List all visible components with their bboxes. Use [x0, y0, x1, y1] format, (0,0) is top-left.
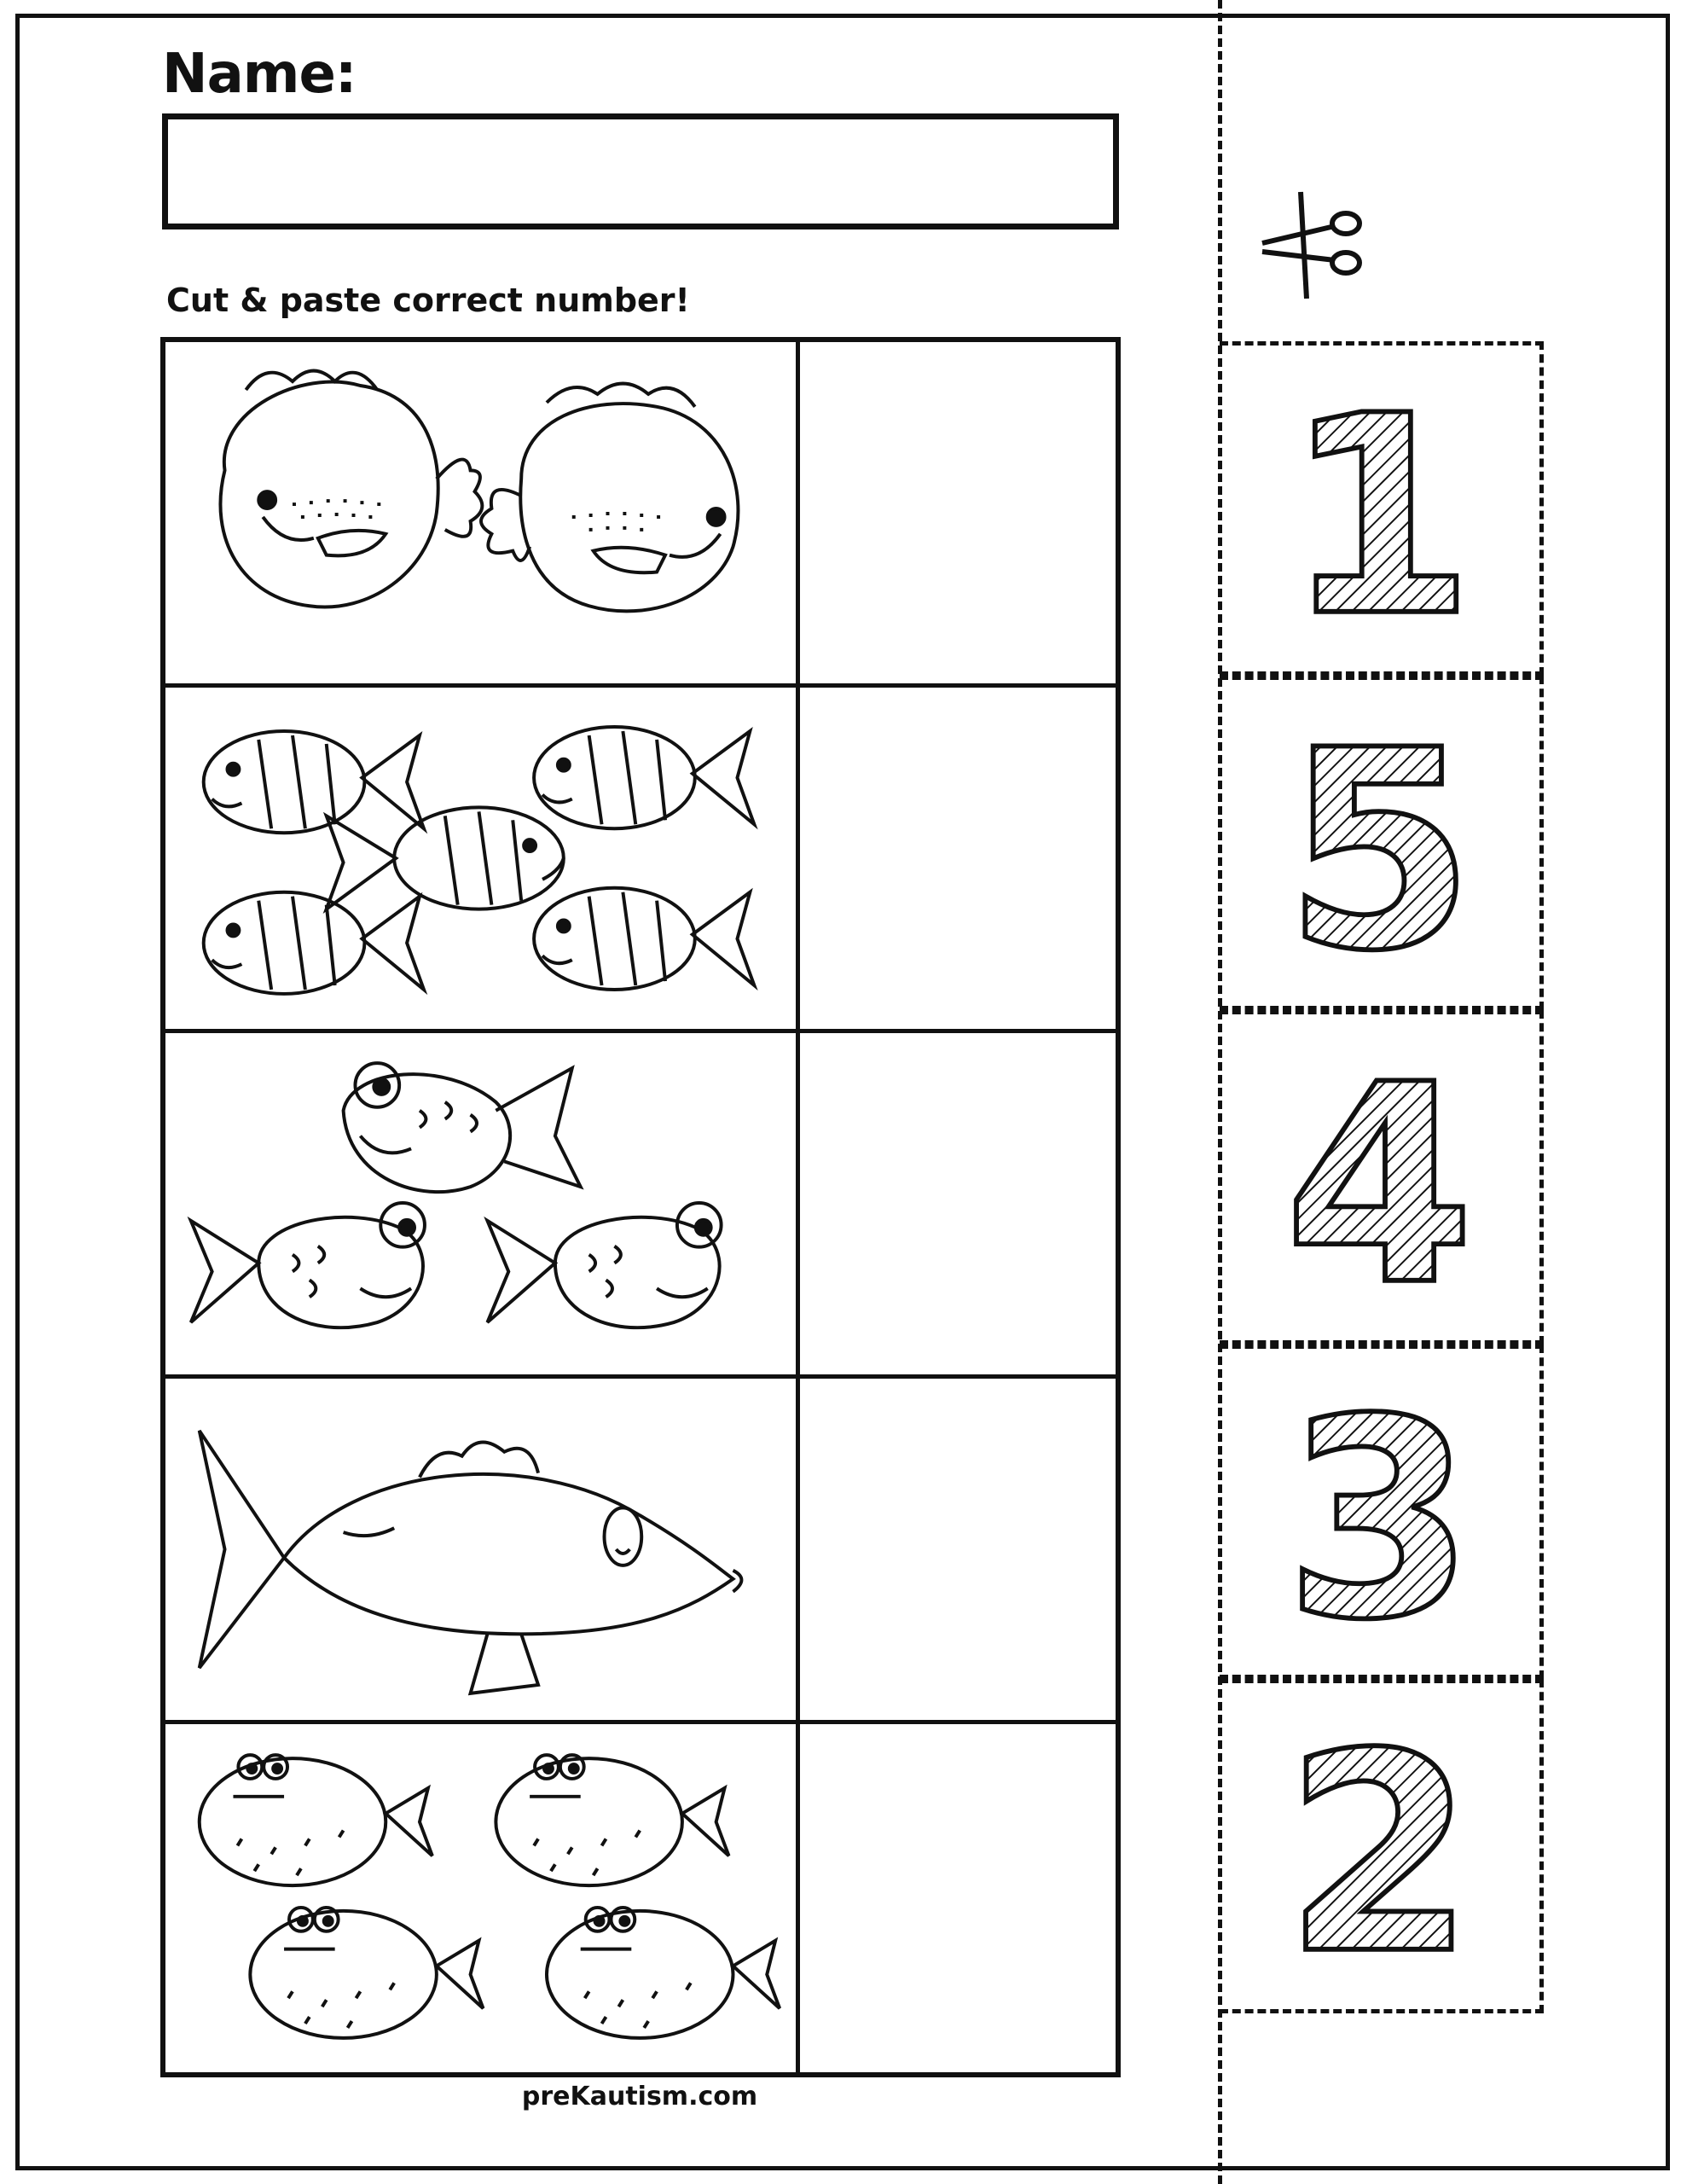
striped-fish-illustration [327, 807, 564, 909]
big-fish-illustration [200, 1431, 742, 1693]
round-fish-picture [165, 342, 796, 683]
number-cutout[interactable] [1220, 1679, 1544, 2013]
hatched-digit [1220, 346, 1539, 671]
digit-text: 3 [1284, 1360, 1475, 1675]
round-fish-illustration [220, 371, 482, 607]
answer-drop-zone[interactable] [800, 688, 1116, 1029]
picture-cell [165, 1033, 800, 1374]
number-cutout[interactable] [1220, 1010, 1544, 1345]
goldfish-picture [165, 1033, 796, 1374]
picture-cell [165, 1379, 800, 1720]
round-fish-illustration [481, 384, 738, 612]
picture-cell [165, 1724, 800, 2072]
name-field[interactable] [162, 113, 1119, 229]
answer-drop-zone[interactable] [800, 342, 1116, 683]
pufferfish-illustration [547, 1908, 780, 2038]
striped-fish-illustration [534, 727, 754, 828]
digit-text: 2 [1284, 1694, 1475, 2009]
digit-text: 5 [1284, 691, 1475, 1006]
grid-row [165, 1379, 1116, 1724]
number-cutout[interactable] [1220, 341, 1544, 676]
grid-row [165, 342, 1116, 688]
goldfish-illustration [487, 1203, 721, 1327]
grid-row [165, 1033, 1116, 1379]
number-cutout[interactable] [1220, 1345, 1544, 1679]
goldfish-illustration [191, 1203, 425, 1327]
number-cutout-strip [1220, 341, 1544, 2013]
number-cutout[interactable] [1220, 676, 1544, 1010]
striped-fish-illustration [204, 892, 424, 994]
pufferfish-picture [165, 1724, 796, 2072]
grid-row [165, 688, 1116, 1033]
picture-cell [165, 688, 800, 1029]
pufferfish-illustration [250, 1908, 483, 2038]
big-fish-picture [165, 1379, 796, 1720]
hatched-digit [1220, 680, 1539, 1006]
picture-cell [165, 342, 800, 683]
striped-fish-illustration [204, 731, 424, 833]
site-credit: preKautism.com [521, 2082, 758, 2111]
hatched-digit [1220, 1349, 1539, 1675]
digit-text: 4 [1284, 1025, 1475, 1340]
digit-text: 1 [1284, 357, 1475, 671]
hatched-digit [1220, 1014, 1539, 1340]
scissors-icon [1254, 179, 1373, 307]
instruction-text: Cut & paste correct number! [166, 282, 690, 319]
pufferfish-illustration [200, 1755, 432, 1885]
matching-grid [160, 337, 1121, 2077]
pufferfish-illustration [496, 1755, 728, 1885]
name-label: Name: [162, 43, 357, 106]
answer-drop-zone[interactable] [800, 1724, 1116, 2072]
goldfish-illustration [344, 1063, 581, 1192]
answer-drop-zone[interactable] [800, 1033, 1116, 1374]
hatched-digit [1220, 1683, 1539, 2009]
striped-fish-picture [165, 688, 796, 1029]
grid-row [165, 1724, 1116, 2072]
striped-fish-illustration [534, 888, 754, 990]
answer-drop-zone[interactable] [800, 1379, 1116, 1720]
